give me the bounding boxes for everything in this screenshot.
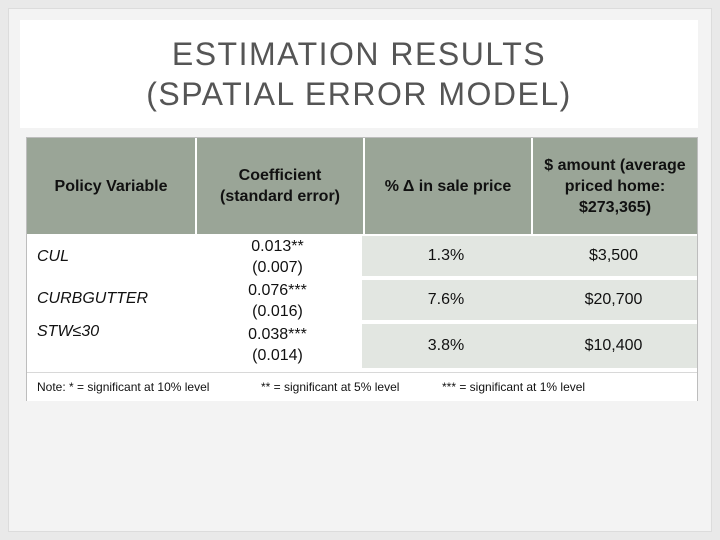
coefficient-column	[195, 234, 360, 370]
standard-error-value: (0.007)	[252, 259, 303, 276]
pct-change-cell: 7.6%	[427, 291, 465, 308]
coefficient-value: 0.013**	[251, 238, 304, 255]
header-coefficient-label: Coefficient (standard error)	[219, 167, 341, 205]
policy-column	[27, 234, 192, 370]
table-row-curbgutter	[362, 280, 697, 322]
standard-error-value: (0.014)	[252, 347, 303, 364]
header-pct-change-label: % Δ in sale price	[384, 177, 512, 195]
header-policy-label: Policy Variable	[54, 177, 168, 195]
table-row-cul	[362, 236, 697, 278]
amount-cell: $3,500	[589, 247, 638, 264]
coefficient-value: 0.038***	[248, 326, 307, 343]
standard-error-value: (0.016)	[252, 303, 303, 320]
note-1pct: *** = significant at 1% level	[442, 380, 586, 394]
results-table	[26, 137, 698, 401]
note-5pct: ** = significant at 5% level	[261, 380, 400, 394]
note-10pct: Note: * = significant at 10% level	[37, 380, 210, 394]
header-amount-label: $ amount (average priced home: $273,365)	[544, 156, 686, 216]
header-policy-variable	[27, 138, 195, 234]
header-coefficient	[195, 138, 363, 234]
amount-cell: $10,400	[584, 337, 643, 354]
header-pct-change	[363, 138, 531, 234]
policy-variable-cul: CUL	[37, 248, 70, 265]
significance-note-row	[27, 372, 697, 401]
slide-title-line-1: ESTIMATION RESULTS	[171, 36, 547, 72]
amount-cell: $20,700	[584, 291, 643, 308]
coefficient-stw30	[195, 324, 360, 366]
header-amount	[531, 138, 697, 234]
policy-variable-stw30: STW≤30	[37, 323, 100, 340]
table-row-stw30	[362, 324, 697, 370]
slide-title-line-2: (SPATIAL ERROR MODEL)	[146, 76, 572, 112]
policy-variable-curbgutter: CURBGUTTER	[37, 290, 149, 307]
pct-change-cell: 3.8%	[427, 337, 465, 354]
coefficient-cul	[195, 236, 360, 278]
coefficient-curbgutter	[195, 280, 360, 322]
coefficient-value: 0.076***	[248, 282, 307, 299]
pct-change-cell: 1.3%	[427, 247, 465, 264]
title-band	[20, 20, 698, 128]
